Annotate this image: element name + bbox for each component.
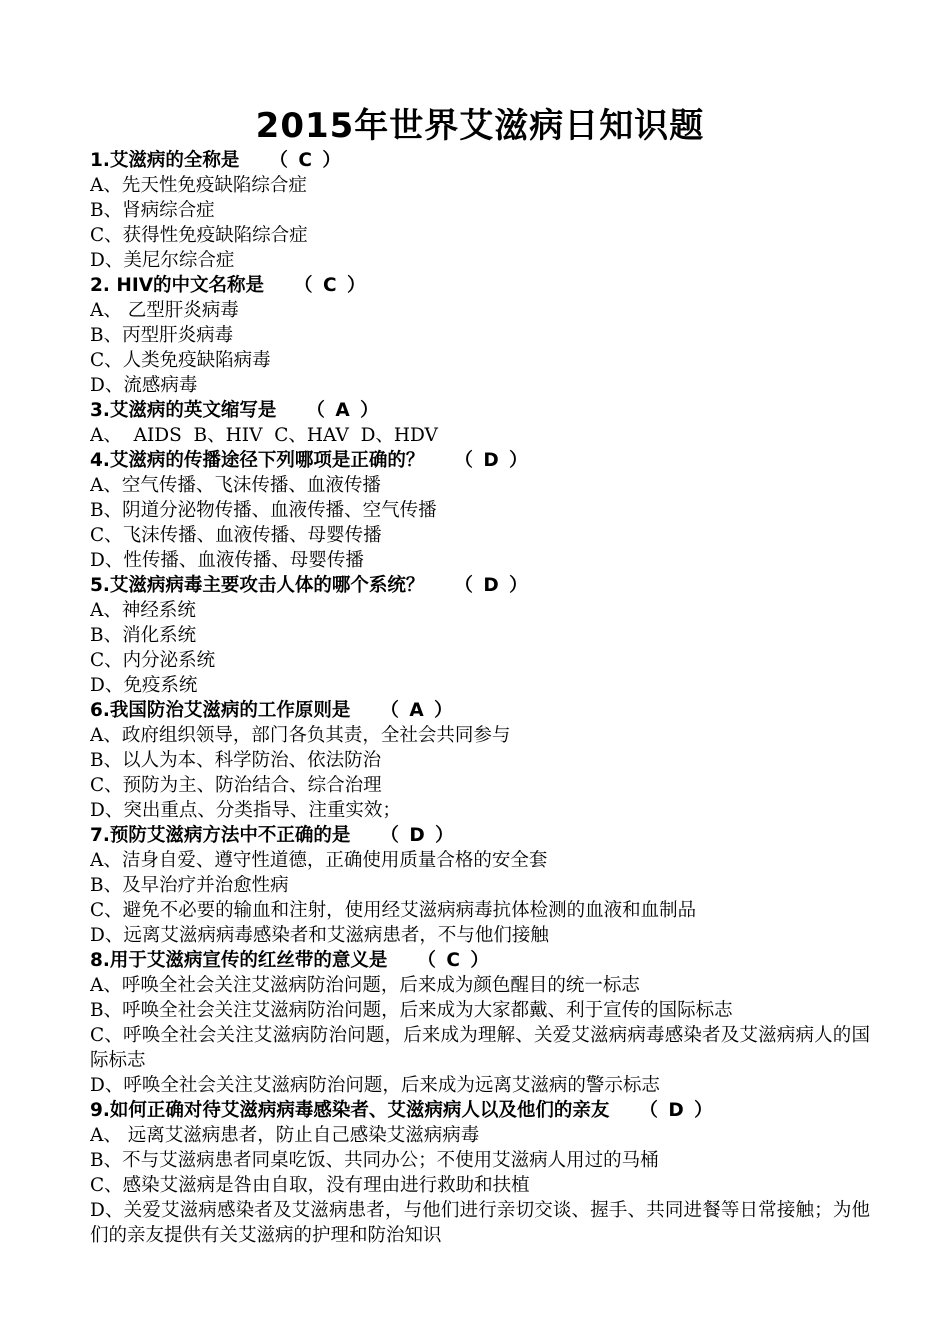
document-title: 2015年世界艾滋病日知识题	[255, 106, 705, 146]
question-stem: 7.预防艾滋病方法中不正确的是	[90, 825, 351, 846]
option-d: D、突出重点、分类指导、注重实效；	[90, 800, 401, 821]
option-d: D、美尼尔综合症	[90, 250, 235, 271]
question-stem: 5.艾滋病病毒主要攻击人体的哪个系统？	[90, 575, 425, 596]
option-b: B、肾病综合症	[90, 200, 215, 221]
option-a: A、 乙型肝炎病毒	[90, 300, 239, 321]
question-text	[90, 148, 870, 173]
option-c: C、内分泌系统	[90, 650, 216, 671]
option-b: B、及早治疗并治愈性病	[90, 875, 289, 896]
question-answer: （ C ）	[294, 275, 368, 296]
option-c: C、飞沫传播、血液传播、母婴传播	[90, 525, 382, 546]
option-d: D、免疫系统	[90, 675, 198, 696]
option-b: B、呼唤全社会关注艾滋病防治问题，后来成为大家都戴、利于宣传的国际标志	[90, 1000, 733, 1021]
question-block	[90, 273, 870, 398]
question-stem: 1.艾滋病的全称是	[90, 150, 240, 171]
question-block	[90, 573, 870, 698]
option-c: C、避免不必要的输血和注射，使用经艾滋病病毒抗体检测的血液和血制品	[90, 900, 697, 921]
question-stem: 8.用于艾滋病宣传的红丝带的意义是	[90, 950, 388, 971]
option-line: A、 AIDS B、HIV C、HAV D、HDV	[90, 425, 438, 446]
option-a: A、 远离艾滋病患者，防止自己感染艾滋病病毒	[90, 1125, 480, 1146]
option-d: D、性传播、血液传播、母婴传播	[90, 550, 364, 571]
option-a: A、空气传播、飞沫传播、血液传播	[90, 475, 381, 496]
question-stem: 2. HIV的中文名称是	[90, 275, 265, 296]
option-b: B、阴道分泌物传播、血液传播、空气传播	[90, 500, 437, 521]
question-text	[90, 573, 870, 598]
question-block	[90, 698, 870, 823]
question-answer: （ D ）	[454, 575, 530, 596]
question-answer: （ D ）	[380, 825, 456, 846]
option-c: C、呼唤全社会关注艾滋病防治问题，后来成为理解、关爱艾滋病病毒感染者及艾滋病病人的国际标志	[90, 1025, 870, 1071]
question-text	[90, 398, 870, 423]
question-block	[90, 448, 870, 573]
option-d: D、关爱艾滋病感染者及艾滋病患者，与他们进行亲切交谈、握手、共同进餐等日常接触；为他们的亲友提供有关艾滋病的护理和防治知识	[90, 1200, 870, 1246]
option-b: B、不与艾滋病患者同桌吃饭、共同办公；不使用艾滋病人用过的马桶	[90, 1150, 659, 1171]
option-d: D、流感病毒	[90, 375, 198, 396]
option-b: B、丙型肝炎病毒	[90, 325, 234, 346]
option-a: A、先天性免疫缺陷综合症	[90, 175, 307, 196]
option-c: C、预防为主、防治结合、综合治理	[90, 775, 382, 796]
question-text	[90, 1098, 870, 1123]
option-c: C、人类免疫缺陷病毒	[90, 350, 271, 371]
question-block	[90, 1098, 870, 1248]
question-block	[90, 948, 870, 1098]
option-c: C、感染艾滋病是咎由自取，没有理由进行救助和扶植	[90, 1175, 530, 1196]
option-a: A、神经系统	[90, 600, 196, 621]
question-answer: （ C ）	[269, 150, 343, 171]
option-a: A、政府组织领导，部门各负其责，全社会共同参与	[90, 725, 511, 746]
option-d: D、呼唤全社会关注艾滋病防治问题，后来成为远离艾滋病的警示标志	[90, 1075, 660, 1096]
question-text	[90, 698, 870, 723]
option-b: B、消化系统	[90, 625, 197, 646]
question-answer: （ A ）	[306, 400, 381, 421]
option-a: A、呼唤全社会关注艾滋病防治问题，后来成为颜色醒目的统一标志	[90, 975, 640, 996]
question-text	[90, 948, 870, 973]
question-block	[90, 398, 870, 448]
question-stem: 9.如何正确对待艾滋病病毒感染者、艾滋病病人以及他们的亲友	[90, 1100, 610, 1121]
question-text	[90, 448, 870, 473]
question-answer: （ A ）	[380, 700, 455, 721]
option-d: D、远离艾滋病病毒感染者和艾滋病患者，不与他们接触	[90, 925, 549, 946]
option-b: B、以人为本、科学防治、依法防治	[90, 750, 382, 771]
question-stem: 6.我国防治艾滋病的工作原则是	[90, 700, 351, 721]
document-page	[90, 104, 870, 1248]
question-stem: 4.艾滋病的传播途径下列哪项是正确的？	[90, 450, 425, 471]
question-answer: （ D ）	[454, 450, 530, 471]
option-c: C、获得性免疫缺陷综合症	[90, 225, 308, 246]
option-a: A、洁身自爱、遵守性道德，正确使用质量合格的安全套	[90, 850, 548, 871]
question-stem: 3.艾滋病的英文缩写是	[90, 400, 277, 421]
question-block	[90, 148, 870, 273]
question-answer: （ D ）	[639, 1100, 715, 1121]
question-text	[90, 823, 870, 848]
question-answer: （ C ）	[417, 950, 491, 971]
question-block	[90, 823, 870, 948]
question-text	[90, 273, 870, 298]
